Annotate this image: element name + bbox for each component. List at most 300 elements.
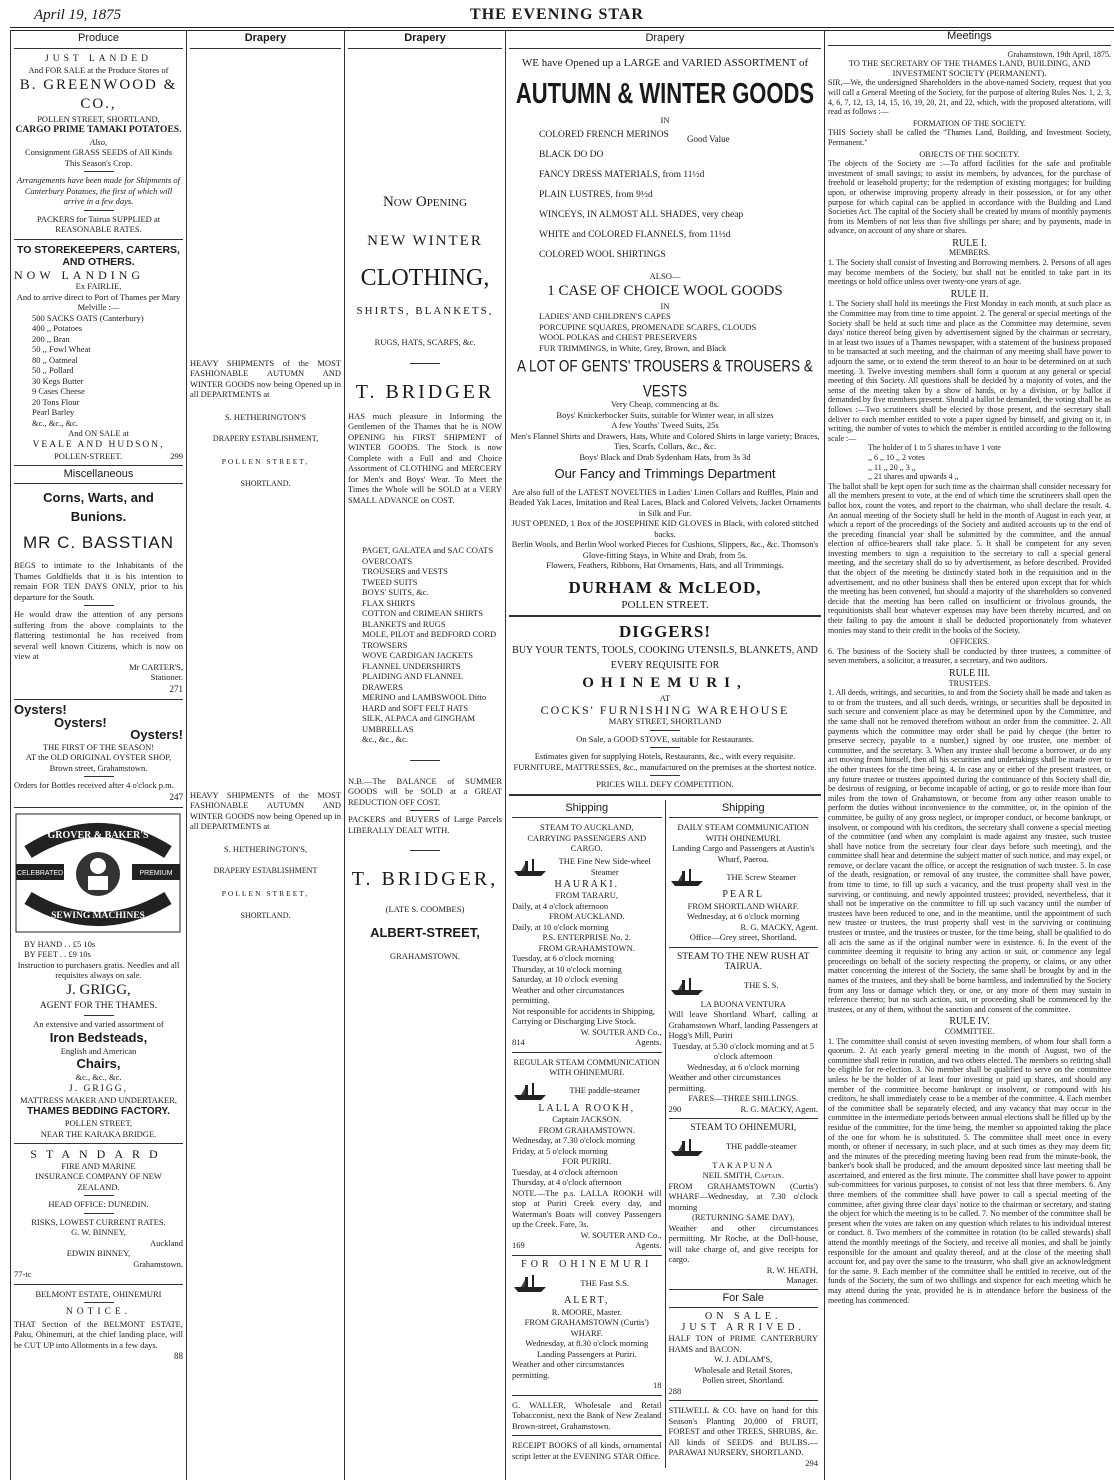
ad-line: Mr CARTER'S, bbox=[129, 661, 183, 672]
ad-line: AT bbox=[659, 693, 671, 703]
list-item: ,, 11 ,, 20 ,, 3 ,, bbox=[868, 462, 916, 472]
list-item: 200 ,, Bran bbox=[32, 333, 70, 344]
ad-line: IN bbox=[660, 114, 670, 125]
ad-oysters bbox=[14, 704, 183, 803]
ad-line: W. SOUTER AND Co., bbox=[580, 1229, 662, 1240]
divider bbox=[669, 947, 819, 948]
ad-line: THE Fast S.S. bbox=[580, 1277, 630, 1288]
ad-body: He would draw the attention of any persons suffering from the above complaints to the flattering testimonial he has received from several well known Citizens, which is now on view at bbox=[14, 609, 183, 661]
list-item: TROUSERS and VESTS bbox=[362, 566, 448, 576]
divider bbox=[84, 171, 114, 172]
ad-line: NEIL SMITH, Captain. bbox=[702, 1170, 784, 1180]
ad-line: AT the OLD ORIGINAL OYSTER SHOP, Brown street, Grahamstown. bbox=[25, 752, 172, 773]
ad-veale-hudson bbox=[14, 244, 183, 462]
list-item: FLANNEL UNDERSHIRTS bbox=[362, 660, 461, 671]
ad-line: Office—Grey street, Shortland. bbox=[689, 932, 797, 942]
list-item: Boys' Knickerbocker Suits, suitable for Winter wear, in all sizes bbox=[556, 409, 774, 420]
ad-body: Berlin Wools, and Berlin Wool worked Pieces for Cushions, Slippers, &c., &c. Thomson's Glove-fitting Stays, in White and Drab, from 5s. bbox=[511, 539, 819, 560]
logo-text-right: PREMIUM bbox=[139, 870, 173, 877]
list-item: 30 Kegs Butter bbox=[32, 375, 84, 386]
ad-line: Thursday, at 4 o'clock afternoon bbox=[512, 1177, 622, 1187]
rule-text: THIS Society shall be called the "Thames Land, Building, and Investment Society, Permanent." bbox=[828, 128, 1111, 147]
divider bbox=[14, 699, 183, 700]
ad-line: THE Screw Steamer bbox=[726, 871, 797, 882]
ad-line: Weather and other circumstances permitting. bbox=[512, 1359, 625, 1380]
list-item: FANCY DRESS MATERIALS, from 11½d bbox=[539, 170, 705, 180]
list-item: WINCEYS, IN ALMOST ALL SHADES, very cheap bbox=[539, 210, 744, 220]
ad-body: Estimates given for supplying Hotels, Restaurants, &c., with every requisite. FURNITURE, MATTRESSES, &c., manufactured on the premises at the shortest notice. bbox=[513, 751, 817, 772]
list-item: BLANKETS and RUGS bbox=[362, 618, 446, 629]
notice-addressee: TO THE SECRETARY OF THE THAMES LAND, BUILDING, AND INVESTMENT SOCIETY (PERMANENT). bbox=[848, 58, 1091, 78]
divider bbox=[84, 1213, 114, 1214]
shipping-columns bbox=[509, 800, 821, 1469]
ad-line: Wednesday, at 8.30 o'clock morning bbox=[525, 1338, 649, 1348]
ad-title: T. BRIDGER, bbox=[351, 868, 499, 890]
column-drapery-durham bbox=[506, 30, 824, 1480]
ad-title: REGULAR STEAM COMMUNICATION WITH OHINEMURI. bbox=[513, 1056, 660, 1077]
rule-subheading: COMMITTEE. bbox=[944, 1026, 995, 1036]
ad-title: T. BRIDGER bbox=[355, 380, 495, 403]
ad-line: FARES—THREE SHILLINGS. bbox=[688, 1093, 799, 1103]
ad-title: THAMES BEDDING FACTORY. bbox=[27, 1105, 170, 1117]
ad-line: Wednesday, at 6 o'clock morning bbox=[687, 1061, 800, 1072]
shipping-right bbox=[665, 800, 822, 1469]
divider bbox=[84, 776, 114, 777]
ad-line: INSURANCE COMPANY OF NEW ZEALAND. bbox=[35, 1171, 162, 1192]
section-header-produce: Produce bbox=[14, 30, 183, 49]
column-drapery-hetherington bbox=[187, 30, 344, 1480]
ad-title: OHINEMURI, bbox=[582, 675, 748, 691]
logo-text-left: CELEBRATED bbox=[16, 870, 64, 877]
logo-text-top: GROVER & BAKER'S bbox=[47, 830, 149, 841]
rule-heading: OBJECTS OF THE SOCIETY. bbox=[919, 149, 1020, 159]
divider bbox=[650, 775, 680, 776]
ad-greenwood bbox=[14, 53, 183, 235]
ad-body: NOTE.—The p.s. LALLA ROOKH will stop at Puriri Creek every day, and Waterman's Boats will convey Passengers up the Creek. Fare, 3s. bbox=[512, 1187, 662, 1229]
ad-line: MATTRESS MAKER AND UNDERTAKER, bbox=[19, 1095, 177, 1105]
goods-list bbox=[509, 410, 821, 463]
divider bbox=[512, 1435, 662, 1436]
ad-line: G. W. BINNEY, bbox=[71, 1227, 126, 1237]
ad-line: Agents. bbox=[635, 1240, 662, 1250]
ad-title: Now Opening bbox=[382, 193, 468, 210]
ad-title: CLOTHING, bbox=[360, 264, 490, 291]
list-item: 400 ,, Potatoes bbox=[32, 323, 83, 333]
section-header-drapery: Drapery bbox=[190, 30, 341, 49]
ad-line: THE paddle-steamer bbox=[725, 1141, 797, 1152]
ad-body: FROM GRAHAMSTOWN (Curtis') WHARF—Wednesday, at 7.30 o'clock morning bbox=[668, 1180, 818, 1212]
divider bbox=[14, 1143, 183, 1144]
divider bbox=[669, 1118, 819, 1119]
steamer-icon bbox=[669, 1136, 705, 1158]
divider bbox=[84, 1015, 114, 1016]
ad-line: NEAR THE KARAKA BRIDGE. bbox=[40, 1128, 157, 1139]
ad-line: Not responsible for accidents in Shipping, Carrying or Discharging Live Stock. bbox=[512, 1005, 656, 1026]
masthead-date: April 19, 1875 bbox=[34, 7, 122, 23]
section-header-drapery: Drapery bbox=[348, 30, 502, 49]
ad-line: PRICES WILL DEFY COMPETITION. bbox=[596, 779, 734, 789]
shipping-left bbox=[509, 800, 665, 1469]
section-header-for-sale: For Sale bbox=[669, 1289, 819, 1309]
ad-line: Wholesale and Retail Stores, bbox=[694, 1364, 793, 1375]
goods-list bbox=[348, 545, 502, 745]
ad-body: HALF TON of PRIME CANTERBURY HAMS and BACON. bbox=[668, 1333, 818, 1354]
ad-title: AUTUMN & WINTER GOODS bbox=[515, 76, 815, 110]
divider bbox=[14, 807, 183, 808]
ad-title: TAKAPUNA bbox=[712, 1159, 775, 1170]
section-header-shipping: Shipping bbox=[669, 800, 819, 819]
ad-body: Flowers, Feathers, Ribbons, Hat Ornaments, Hats, and all Trimmings. bbox=[546, 560, 784, 570]
ad-line: RISKS, LOWEST CURRENT RATES. bbox=[31, 1216, 166, 1227]
rule-heading: FORMATION OF THE SOCIETY. bbox=[912, 118, 1027, 128]
rule-subheading: OFFICERS. bbox=[949, 637, 990, 647]
divider bbox=[410, 363, 440, 364]
steamer-icon bbox=[669, 975, 705, 997]
steamer-icon bbox=[512, 856, 548, 878]
list-item: BLACK DO DO bbox=[539, 150, 604, 160]
vote-scale bbox=[828, 443, 1111, 481]
ad-durham-mcleod bbox=[509, 53, 821, 612]
ad-receipt-books: RECEIPT BOOKS of all kinds, ornamental script letter at the EVENING STAR Office. bbox=[512, 1440, 662, 1461]
ad-line: Manager. bbox=[786, 1275, 818, 1285]
ad-line: Daily, at 10 o'clock morning bbox=[512, 921, 609, 932]
ad-line: AGENT FOR THE THAMES. bbox=[39, 1000, 158, 1011]
column-drapery-bridger bbox=[345, 30, 505, 1480]
notice-date: Grahamstown, 19th April, 1875. bbox=[1007, 49, 1111, 59]
list-item: FLAX SHIRTS bbox=[362, 597, 416, 608]
ad-title: Oysters! bbox=[54, 714, 107, 730]
ad-title: Oysters! bbox=[14, 702, 67, 717]
ad-line: Daily, at 4 o'clock afternoon bbox=[512, 900, 609, 911]
list-item: MOLE, PILOT and BEDFORD CORD TROWSERS bbox=[362, 629, 497, 650]
ad-line: On Sale, a GOOD STOVE, suitable for Restaurants. bbox=[576, 733, 754, 744]
ad-title: Corns, Warts, and bbox=[43, 490, 154, 505]
section-header-drapery: Drapery bbox=[509, 30, 821, 49]
list-item: LADIES' AND CHILDREN'S CAPES bbox=[539, 311, 671, 321]
divider bbox=[410, 850, 440, 851]
ad-line: Landing Cargo and Passengers at Austin's Wharf, Paeroa. bbox=[672, 843, 815, 864]
rule-text: 1. All deeds, writings, and securities, to and from the Society shall be made and taken as to or from the trustees, and all such deeds, writings, or securities shall be deposited in such secure and convenient place as may be determined upon by the Committee, and the same shall not be removed therefrom without an order from the committee. 2. All payments which the committee may order shall be paid by cheque (the better to preserve secrecy, payable to a number,) signed by one trustee, one member of committee, and the secretary. 3. When any trustee shall become a borrower, or do any act moving from himself, then all his securities and undertakings shall be made over to the other trustees for the time being. 4. In case any or either of the present trustees, or any future trustee or trustees appointed during the continuance of this Society shall die, be desirous of resigning, or become incapable of acting, or go to reside more than four miles from the town of Grahamstown, or become from any other reason unable to perform the duties without inconvenience to the committee, or, in the opinion of the committee, be guilty of any gross neglect, or improper conduct, or become bankrupt, or insolvent, or compound with his creditors, the secretary shall convene a special meeting of the committee (and when any complaint is made against any trustee, such trustee shall have notice from the secretary four clear days before such meeting), and the committee shall hear and determine the subject matter of such notice, and may expel, or remove, or declare vacant the office, or accept the resignation of such trustee. 5. In case of the death, resignation, or removal of any trustee, the committee shall have power, from time to time, to fill up such a vacancy, and the trust property shall vest in the surviving, or continuing, and newly appointed trustees; provided, nevertheless, that it shall not be imperative on the committee to fill up such vacancy until the number of trustees have been reduced to one, and in the meantime, until the appointment of such new trustee or trustees, the trust property shall vest in the surviving or continuing trustees or trustee, and the trustees or trustee, for the time being, shall be qualified to do all acts the same as if the original number were in existence. 6. In the event of the committee deeming it requisite to bring any action or suit, or commence any legal proceedings on behalf of the society respecting the property, or claims, or any other matter concerning the interest of the Society, the same shall be brought by and in the names of the trustees, and they shall be borne harmless, and indemnified by the Society from any loss or damage which they, or one, or any more of them may sustain in reference thereto; but no such action, suit, or proceeding shall be commenced by the trustees, or any of them, without the sanction and consent of the committee. bbox=[828, 688, 1111, 1014]
rule-text: 1. The Society shall consist of Investing and Borrowing members. 2. Persons of all ages may become members of the Society, but shall not be entitled to take part in its meetings or hold office unless over twenty-one years of age. bbox=[828, 258, 1111, 287]
ad-title: VEALE AND HUDSON, bbox=[32, 439, 165, 450]
ad-line: Agents. bbox=[635, 1037, 662, 1047]
divider bbox=[512, 1255, 662, 1256]
ad-line: FROM SHORTLAND WHARF. bbox=[687, 900, 799, 911]
ad-title: BELMONT ESTATE, OHINEMURI bbox=[35, 1288, 162, 1299]
list-item: 50 ,, Pollard bbox=[32, 365, 74, 375]
ad-line: Consignment GRASS SEEDS of All Kinds bbox=[24, 147, 173, 157]
list-item: BOYS' SUITS, &c. bbox=[362, 587, 429, 597]
rule-text: The objects of the Society are :—To afford facilities for the safe and profitable investment of small savings; to assist its members, by advances, for the purchase of freehold or leasehold property; for the redemption of existing mortgages; for building upon, or otherwise improving property already in their possession, or for any other purpose for which capital can be applied in accordance with the Building and Land Societies Act. The capital of the Society shall be created by means of monthly payments from its Members of not less than five shillings per share; and by payments, made in advance, on account of any share or shares. bbox=[828, 159, 1111, 236]
ad-line: SHORTLAND. bbox=[240, 479, 291, 488]
ad-line: Orders for Bottles received after 4 o'clock p.m. bbox=[14, 780, 174, 790]
ad-line: POLLEN STREET, bbox=[221, 456, 310, 466]
ad-title: B. GREENWOOD & CO., bbox=[19, 76, 178, 112]
goods-list bbox=[509, 311, 821, 353]
steamer-icon bbox=[512, 1272, 548, 1294]
list-item: WOVE CARDIGAN JACKETS bbox=[362, 650, 473, 660]
ad-number: 294 bbox=[805, 1457, 818, 1468]
ad-line: Weather and other circumstances permitting. bbox=[512, 984, 625, 1005]
list-item: Boys' Black and Drab Sydenham Hats, from 3s 3d bbox=[579, 451, 751, 462]
ad-line: R. G. MACKY, Agent. bbox=[740, 1103, 818, 1114]
ad-line: BY HAND . . £5 10s bbox=[24, 938, 96, 949]
masthead-title: THE EVENING STAR bbox=[470, 6, 644, 23]
ad-line: RUGS, HATS, SCARFS, &c. bbox=[374, 337, 476, 347]
divider bbox=[669, 1400, 819, 1401]
ad-title: STANDARD bbox=[30, 1147, 167, 1161]
ad-line: Landing Passengers at Puriri. bbox=[536, 1348, 637, 1359]
list-item: &c., &c., &c. bbox=[362, 734, 409, 744]
list-item: 9 Cases Cheese bbox=[32, 386, 85, 396]
ad-alert bbox=[512, 1260, 662, 1391]
ad-line: ALSO— bbox=[649, 271, 681, 281]
ad-line: THE FIRST OF THE SEASON! bbox=[42, 741, 155, 752]
ad-line: Weather and other circumstances permitting. bbox=[668, 1072, 781, 1093]
ad-line: GRAHAMSTOWN. bbox=[390, 951, 460, 961]
divider bbox=[14, 1284, 183, 1285]
ad-line: CARRYING PASSENGERS AND CARGO. bbox=[527, 832, 647, 853]
ad-number: 299 bbox=[170, 451, 183, 461]
ad-title: A LOT OF GENTS' TROUSERS & TROUSERS & VESTS bbox=[517, 356, 813, 401]
list-item: ,, 6 ,, 10 ,, 2 votes bbox=[868, 452, 925, 462]
list-item: The holder of 1 to 5 shares to have 1 vote bbox=[868, 443, 1001, 453]
divider bbox=[509, 615, 821, 617]
rule-heading: RULE II. bbox=[950, 288, 989, 300]
divider bbox=[84, 1302, 114, 1303]
notice-intro: SIR,—We, the undersigned Shareholders in the above-named Society, request that you will call a General Meeting of the Society, for the purpose of altering Rules Nos. 1, 2, 3, 4, 6, 7, 12, 13, 14, 15, 16, 19, 20, 21, and 22, which, with the proposed alterations, will read as follows :— bbox=[828, 78, 1111, 117]
ad-title: STEAM TO OHINEMURI, bbox=[690, 1123, 797, 1133]
ad-title: DAILY STEAM COMMUNICATION WITH OHINEMURI. bbox=[677, 822, 810, 843]
ad-title: Iron Bedsteads, bbox=[49, 1029, 148, 1045]
ad-title: TO STOREKEEPERS, CARTERS, AND OTHERS. bbox=[17, 243, 180, 268]
ad-number: 77-tc bbox=[14, 1269, 32, 1279]
section-header-miscellaneous: Miscellaneous bbox=[14, 465, 183, 485]
ad-body: HAS much pleasure in Informing the Gentlemen of the Thames that he is NOW OPENING his FIRST SHIPMENT of WINTER GOODS. The Stock is now Complete with a Full and and Choice Assortment of CLOTHING and MERCERY for Men's and Boys' Wear. To Meet the Times the Whole will be SOLD at a VERY SMALL ADVANCE on COST. bbox=[348, 410, 502, 505]
ad-title: FOR OHINEMURI bbox=[521, 1258, 653, 1270]
ad-line: W. J. ADLAM'S, bbox=[714, 1354, 773, 1364]
rule-text: 6. The business of the Society shall be conducted by three trustees, a committee of seven members, a solicitor, a treasurer, a secretary, and two auditors. bbox=[828, 646, 1111, 666]
ad-hetherington-2 bbox=[190, 790, 341, 922]
list-item: 20 Tons Flour bbox=[32, 396, 80, 407]
ad-line: DRAPERY ESTABLISHMENT bbox=[213, 866, 318, 875]
ad-line: POLLEN STREET, SHORTLAND, bbox=[37, 113, 160, 124]
ad-line: NOW LANDING bbox=[14, 267, 145, 282]
ad-title: HAURAKI. bbox=[554, 878, 620, 890]
goods-list bbox=[14, 313, 183, 429]
ad-number: 169 bbox=[512, 1240, 525, 1250]
ad-line: Tuesday, at 6 o'clock morning bbox=[512, 953, 614, 963]
ad-line: FROM TARARU, bbox=[555, 890, 618, 900]
steamer-icon bbox=[669, 866, 705, 888]
rule-text: 1. The committee shall consist of seven investing members, of whom four shall form a quorum. 2. At each yearly general meeting in the month of August, two of the committee shall retire in rotation, and two others elected. The members so retiring shall be eligible for re-election. 3. No member shall be qualified to serve on the committee unless he be the holder of at least four investing or paid up shares, and should any member of the committee become bankrupt or insolvent, or compound with his creditors, he shall immediately cease to be a member of the committee. 4. Each member of the committee shall be separately elected, and any vacancy that may occur in the committee in the intermediate periods between annual elections shall be filled up by the residue of the committee, for the time being, the member so appointed taking the place of the one for whom he is substituted. 5. The committee shall meet once in every month, or oftener if necessary, in such place, and at such times as they may deem fit; and the minutes of the preceding meeting having been read from the minute-book, the banker's book shall be produced, and the amount deposited since last meeting shall be ascertained, and entered as the first minute. The committee shall have power to appoint sub-committees for various purposes, to consist of not less that three members. 6. Any three members of the committee shall have power to call a special meeting of the committee, after giving three clear days' notice to the chairman or secretary, and stating the object for which the meeting is to be called. 7. No member of the committee shall be present when the votes are taken on any question which relates to his individual interest or conduct. 8. Two members of the committee in rotation (to be called stewards) shall attend the monthly meetings of the Society, and receive all monies, and shall be jointly responsible for the amount and quality thereof, and at the close of the meeting shall account for, and pay over the same to the treasurer, who shall give an acknowledgment for the same. 9. Each member of the committee shall be entitled to receive, out of the funds of the Society, the sum of two shillings and sixpence for each meeting which he may attend during the year, provided he is in attendance before the business of the meeting has commenced. bbox=[828, 1036, 1111, 1305]
rule-text: 1. The Society shall hold its meetings the First Monday in each month, at such place as the Committee may from time to time appoint. 2. The general or special meetings of the Society shall be held at such time and place as the Committee may determine, seven days' notice thereof being given by advertisement signed by the chairman or secretary, in at least two issues of a Thames newspaper, with a statement of the business proposed to be transacted at such meeting, and the chairman of any meeting shall have power to adjourn the same, or to extend the term thereof to an hour to be determined on at such meeting. 3. Twelve investing members shall form a quorum at any general or special meeting of this Society. All questions shall be decided by a majority of votes, and the sense of the meeting taken by a show of hands, or by a division, or by ballot if demanded by five members present. Should a ballot be demanded, the voting shall be as follows :—Two scrutineers shall be elected by those present, and the secretary shall deliver to each member entitled to vote a paper signed by himself, and giving on it, in writing, the number of votes to which the member is entitled according to the following scale :— bbox=[828, 299, 1111, 443]
ad-line: POLLEN STREET, bbox=[221, 888, 310, 898]
ad-number: 814 bbox=[512, 1037, 525, 1047]
ad-line: Friday, at 5 o'clock morning bbox=[512, 1145, 608, 1156]
ad-line: R. G. MACKY, Agent. bbox=[740, 921, 818, 932]
ad-line: Thursday, at 10 o'clock morning bbox=[512, 963, 622, 974]
ad-line: R. W. HEATH, bbox=[766, 1264, 818, 1275]
list-item: PLAIDING AND FLANNEL DRAWERS bbox=[362, 671, 463, 692]
ad-title: NOTICE. bbox=[65, 1307, 132, 1317]
ad-line: W. SOUTER AND Co., bbox=[580, 1026, 662, 1037]
ad-hetherington-1 bbox=[190, 358, 341, 490]
ad-line: &c., &c., &c. bbox=[75, 1072, 122, 1082]
ad-number: 290 bbox=[668, 1103, 682, 1114]
ad-line: And to arrive direct to Port of Thames per Mary Melville :— bbox=[16, 291, 181, 312]
ad-line: CARGO PRIME TAMAKI POTATOES. bbox=[15, 125, 182, 135]
ad-body: THAT Section of the BELMONT ESTATE, Paku, Ohinemuri, at the chief landing place, will be CUT UP into Allotments in a few days. bbox=[14, 1318, 183, 1350]
ad-title: 1 CASE OF CHOICE WOOL GOODS bbox=[547, 282, 783, 299]
ad-title: ALERT, bbox=[564, 1295, 610, 1306]
ad-line: Ex FAIRLIE, bbox=[75, 281, 122, 291]
list-item: 80 ,, Oatmeal bbox=[32, 354, 78, 365]
ad-line: Arrangements have been made for Shipments of Canterbury Potatoes, the first of which will arrive in a few days. bbox=[17, 175, 180, 206]
ad-title: PEARL bbox=[722, 889, 765, 900]
ad-title: LALLA ROOKH, bbox=[538, 1102, 636, 1114]
list-item: MERINO and LAMBSWOOL Ditto bbox=[362, 692, 487, 702]
ad-line: THE paddle-steamer bbox=[569, 1085, 641, 1096]
ad-title: DIGGERS! bbox=[618, 622, 712, 641]
list-item: PLAIN LUSTRES, from 9½d bbox=[539, 190, 653, 200]
divider bbox=[650, 747, 680, 748]
ad-line: POLLEN STREET. bbox=[621, 598, 709, 611]
ad-grigg bbox=[14, 812, 183, 1139]
list-item: 50 ,, Fowl Wheat bbox=[32, 344, 91, 354]
list-item: A few Youths' Tweed Suits, 25s bbox=[611, 420, 719, 430]
ad-line: J. GRIGG, bbox=[69, 1083, 128, 1094]
ad-line: Saturday, at 10 o'clock evening bbox=[512, 974, 619, 984]
list-item: &c., &c., &c. bbox=[32, 417, 79, 428]
ad-title: MR C. BASSTIAN bbox=[23, 533, 174, 552]
ad-body: Weather and other circumstances permitting. Mr Roche, at the Doll-house, will take charge of, and give receipts for cargo. bbox=[668, 1222, 818, 1264]
ad-title: SHIRTS, BLANKETS, bbox=[356, 304, 494, 317]
ad-line: FOR PURIRI. bbox=[562, 1156, 612, 1166]
ad-line: Stationer. bbox=[150, 672, 183, 682]
ad-body: BEGS to intimate to the Inhabitants of the Thames Goldfields that it is his intention to remain FOR TEN DAYS ONLY, prior to his departure for the South. bbox=[14, 560, 183, 602]
ad-line: Wednesday, at 7.30 o'clock morning bbox=[512, 1135, 636, 1145]
ad-line: Captain JACKSON. bbox=[552, 1114, 622, 1124]
list-item: PORCUPINE SQUARES, PROMENADE SCARFS, CLOUDS bbox=[539, 321, 757, 332]
ad-line: Tuesday, at 5.30 o'clock morning and at 5 o'clock afternoon bbox=[672, 1040, 815, 1061]
ad-line: DRAPERY ESTABLISHMENT, bbox=[212, 434, 319, 443]
rule-text: The ballot shall be kept open for such time as the chairman shall consider necessary for all the members present to vote, at the end of which time the scrutineers shall open the ballot box, count the votes, and report to the chairman, who shall declare the result. 4. An annual meeting of the Society shall be held in the month of August in each year, at which a report of the proceedings of the Society and audited accounts up to the end of the preceding financial year shall be submitted by the committee, and the annual election of office-bearers shall take place. 5. It shall be competent for any seven investing members to sign a requisition to the secretary to call a special general meeting, and the secretary shall do so by advertisement, as before described. Provided that the object of the meeting be distinctly stated both in the requisition and in the advertisement, and no other business shall then be entered upon except that for which the meeting has been convened, but should a majority of the shareholders so convened decide that the meeting has been called on insufficient or frivolous grounds, the requisitionists shall bear whatever expenses may have been thereby incurred, and on their failing to pay the amount it shall be deducted proportionately from whatever monies may stand to their credit in the books of the Society. bbox=[828, 481, 1111, 635]
ad-line: This Season's Crop. bbox=[64, 157, 133, 168]
masthead-rule bbox=[10, 27, 1114, 28]
ad-pearl bbox=[669, 822, 819, 943]
ad-line: An extensive and varied assortment of bbox=[33, 1019, 164, 1029]
ad-line: Tuesday, at 4 o'clock afternoon bbox=[512, 1166, 618, 1177]
goods-list bbox=[509, 125, 821, 265]
ad-standard-insurance bbox=[14, 1148, 183, 1280]
rule-heading: RULE III. bbox=[948, 668, 991, 679]
ad-line: FROM GRAHAMSTOWN. bbox=[538, 1124, 635, 1135]
list-item: Men's Flannel Shirts and Drawers, Hats, White and Colored Shirts in large variety; Braces, Ties, Scarfs, Collars, &c., &c. bbox=[510, 430, 820, 451]
ad-body: N.B.—The BALANCE of SUMMER GOODS will be SOLD at a GREAT REDUCTION OFF COST. bbox=[348, 775, 502, 807]
ad-line: Grahamstown. bbox=[133, 1258, 183, 1269]
list-item: WHITE and COLORED FLANNELS, from 11½d bbox=[539, 230, 731, 240]
ad-title: ALBERT-STREET, bbox=[370, 924, 480, 940]
column-produce bbox=[11, 30, 186, 1480]
logo-text-bottom: SEWING MACHINES bbox=[51, 911, 145, 921]
divider bbox=[509, 794, 821, 796]
divider bbox=[650, 730, 680, 731]
ad-title: Oysters! bbox=[130, 727, 183, 742]
ad-line: Very Cheap, commencing at 8s. bbox=[610, 399, 720, 409]
ad-line: IN bbox=[660, 300, 670, 311]
ad-line: Pollen street, Shortland. bbox=[702, 1375, 785, 1385]
divider bbox=[512, 1395, 662, 1396]
list-item: COTTON and CRIMEAN SHIRTS bbox=[362, 608, 483, 618]
ad-number: 271 bbox=[169, 683, 183, 694]
ad-body: PACKERS and BUYERS of Large Parcels LIBERALLY DEALT WITH. bbox=[348, 814, 502, 835]
ad-stilwell: STILWELL & CO. have on hand for this Season's Planting 20,000 of FRUIT, FOREST and other TREES, SHRUBS, &c. All kinds of SEEDS and BULBS.—PARAWAI NURSERY, SHORTLAND. bbox=[668, 1405, 818, 1457]
ad-title: LA BUONA VENTURA bbox=[700, 998, 786, 1009]
ad-title: J. GRIGG, bbox=[66, 981, 131, 998]
list-item: OVERCOATS bbox=[362, 555, 413, 566]
ad-line: R. MOORE, Master. bbox=[551, 1306, 622, 1317]
ad-line: And ON SALE at bbox=[68, 428, 129, 438]
ad-number: 247 bbox=[169, 791, 183, 802]
list-item: PAGET, GALATEA and SAC COATS bbox=[362, 545, 494, 555]
ad-cocks-diggers bbox=[509, 621, 821, 790]
ad-body: HEAVY SHIPMENTS of the MOST FASHIONABLE AUTUMN AND WINTER GOODS now being Opened up in all DEPARTMENTS at bbox=[190, 789, 341, 831]
rule-heading: RULE IV. bbox=[949, 1016, 990, 1028]
ad-title: Our Fancy and Trimmings Department bbox=[554, 466, 776, 481]
divider bbox=[410, 810, 440, 811]
ad-line: WE have Opened up a LARGE and VARIED ASSORTMENT of bbox=[521, 56, 809, 69]
list-item: COLORED FRENCH MERINOS bbox=[539, 130, 669, 140]
ad-belmont bbox=[14, 1289, 183, 1363]
ad-body: BUY YOUR TENTS, TOOLS, COOKING UTENSILS, BLANKETS, AND EVERY REQUISITE FOR bbox=[512, 645, 818, 671]
ad-body: JUST OPENED, 1 Box of the JOSEPHINE KID GLOVES in Black, with colored stitched backs. bbox=[511, 518, 819, 539]
masthead bbox=[0, 0, 1114, 28]
ad-line: Also, bbox=[89, 136, 108, 147]
ad-line: FROM AUCKLAND. bbox=[548, 911, 625, 921]
list-item: 500 SACKS OATS (Canterbury) bbox=[32, 312, 144, 323]
ad-basstian bbox=[14, 488, 183, 695]
ad-title: S. HETHERINGTON'S, bbox=[223, 843, 308, 854]
ad-title: NEW WINTER bbox=[367, 232, 483, 249]
list-item: ,, 21 shares and upwards 4 ,, bbox=[868, 472, 959, 482]
ad-line: English and American bbox=[60, 1045, 137, 1056]
rule-subheading: MEMBERS. bbox=[948, 248, 991, 258]
ad-line: PACKERS for Tairua SUPPLIED at REASONABLE RATES. bbox=[36, 213, 161, 234]
column-meetings bbox=[825, 30, 1114, 1480]
ad-title: JUST ARRIVED. bbox=[681, 1321, 805, 1333]
ad-line: MARY STREET, SHORTLAND bbox=[608, 716, 722, 726]
sewing-machine-logo-icon bbox=[14, 812, 182, 934]
ad-title: S. HETHERINGTON'S bbox=[224, 411, 307, 422]
list-item: HARD and SOFT FELT HATS bbox=[362, 702, 469, 713]
section-header-meetings: Meetings bbox=[828, 30, 1111, 46]
ad-line: Instruction to purchasers gratis. Needles and all requisites always on sale. bbox=[17, 959, 180, 980]
ad-line: FROM GRAHAMSTOWN. bbox=[538, 942, 635, 953]
divider bbox=[84, 210, 114, 211]
ad-title: Bunions. bbox=[70, 509, 127, 524]
ad-body: Will leave Shortland Wharf, calling at Grahamstown Wharf, landing Passengers at Hogg's Mill, Puriri bbox=[668, 1009, 818, 1040]
list-item: FUR TRIMMINGS, in White, Grey, Brown, and Black bbox=[539, 342, 727, 353]
divider bbox=[84, 605, 114, 606]
ad-line: Auckland bbox=[149, 1237, 183, 1248]
ad-line: JUST LANDED bbox=[45, 53, 152, 64]
ad-line: (RETURNING SAME DAY). bbox=[692, 1212, 795, 1222]
ad-line: (LATE S. COOMBES) bbox=[385, 904, 465, 914]
divider bbox=[512, 1052, 662, 1053]
ad-la-buona-ventura bbox=[669, 952, 819, 1115]
ad-takapuna bbox=[669, 1123, 819, 1286]
